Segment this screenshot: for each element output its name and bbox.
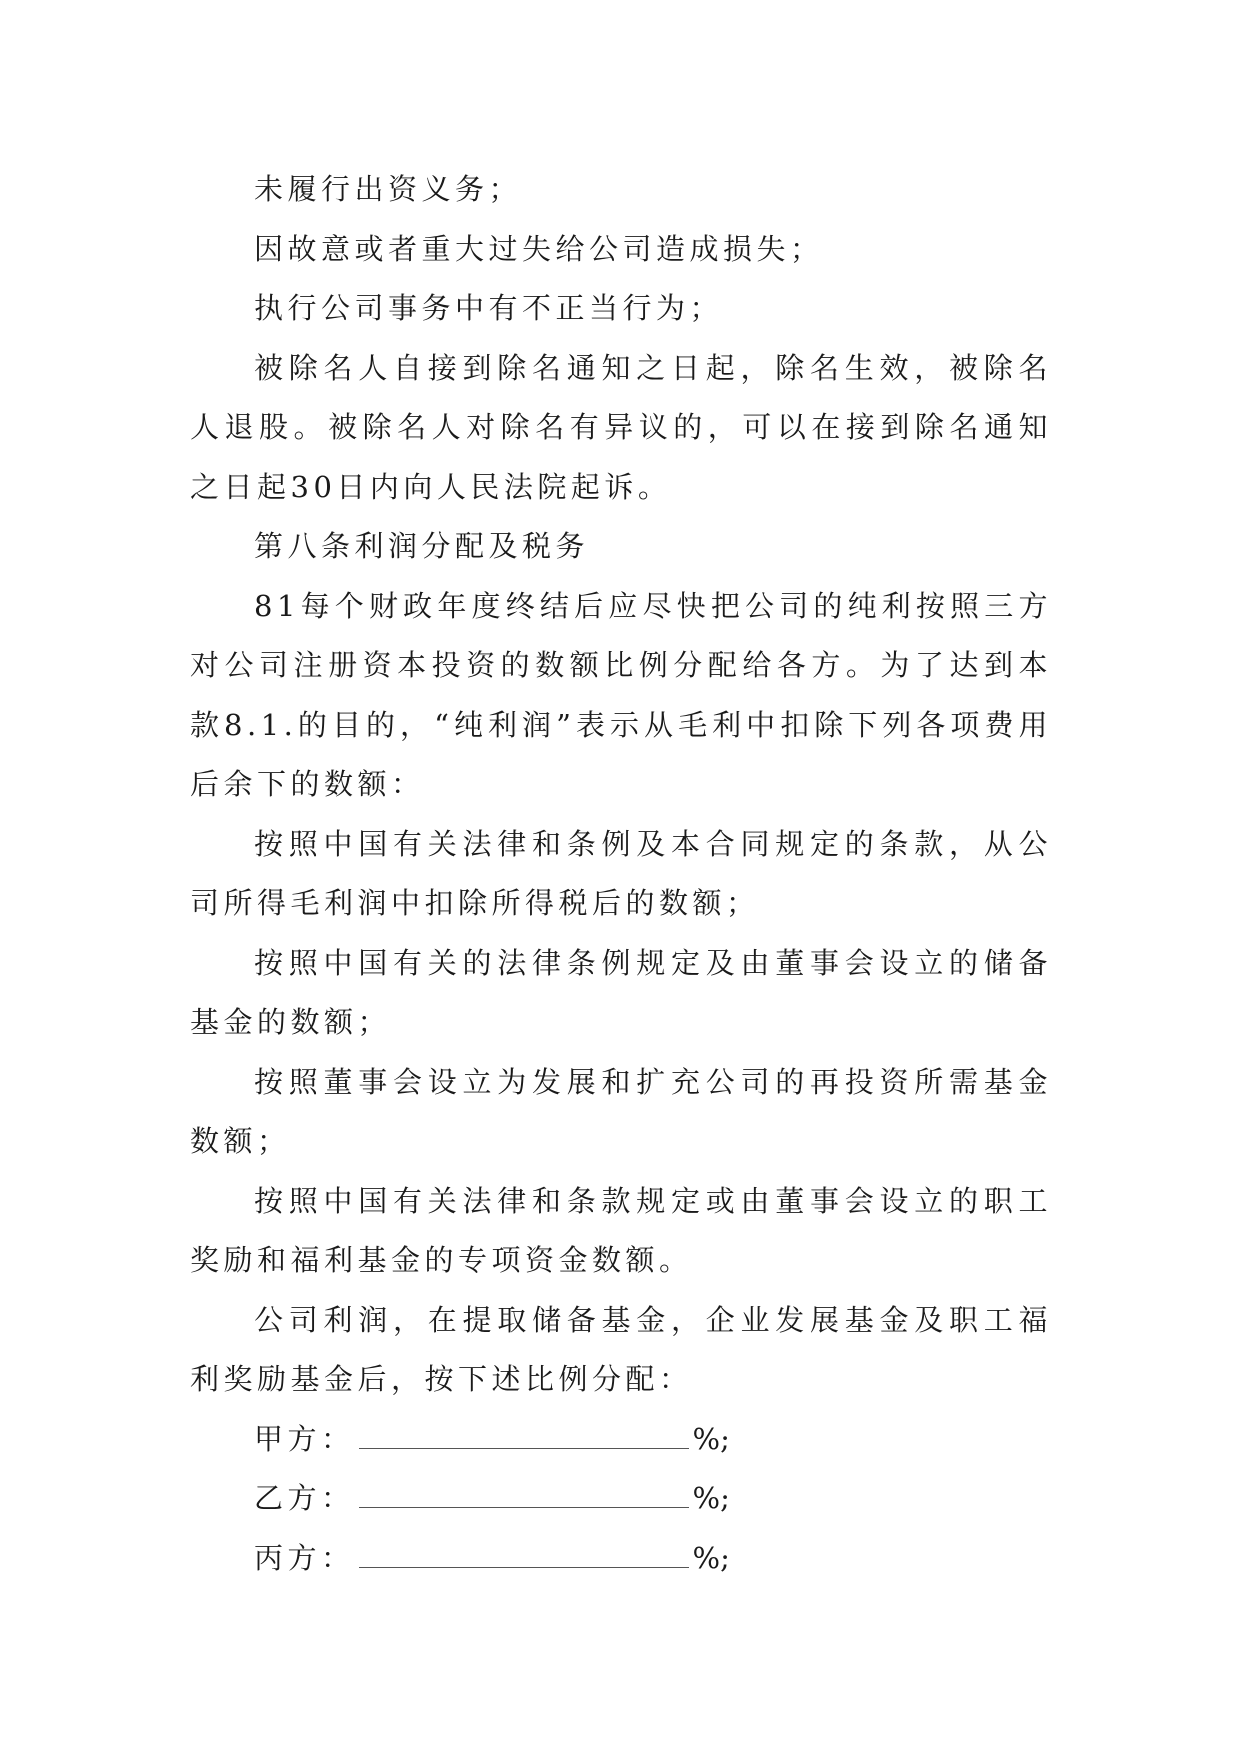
deduction-welfare-fund: 按照中国有关法律和条款规定或由董事会设立的职工奖励和福利基金的专项资金数额。 [190, 1183, 1052, 1277]
distribution-ratio-intro: 公司利润，在提取储备基金，企业发展基金及职工福利奖励基金后，按下述比例分配： [190, 1302, 1052, 1396]
clause-item-intentional-loss: 因故意或者重大过失给公司造成损失； [254, 231, 824, 266]
percent-suffix: %; [692, 1421, 730, 1456]
party-label: 乙方： [254, 1481, 355, 1515]
deduction-development-fund: 按照董事会设立为发展和扩充公司的再投资所需基金数额； [190, 1064, 1052, 1158]
deduction-reserve-fund: 按照中国有关的法律条例规定及由董事会设立的储备基金的数额； [190, 945, 1052, 1039]
clause-item-improper-conduct: 执行公司事务中有不正当行为； [254, 291, 724, 325]
document-page [190, 160, 1052, 1588]
party-label: 甲方： [254, 1421, 355, 1456]
deduction-income-tax: 按照中国有关法律和条例及本合同规定的条款，从公司所得毛利润中扣除所得税后的数额； [190, 826, 1052, 920]
section-title: 第八条利润分配及税务 [254, 529, 590, 563]
clause-expulsion-effect: 被除名人自接到除名通知之日起，除名生效，被除名人退股。被除名人对除名有异议的，可以在接到除名通知之日起30日内向人民法院起诉。 [190, 350, 1052, 504]
share-line-party-b [190, 1469, 1052, 1529]
share-line-party-c [190, 1529, 1052, 1589]
share-line-party-a [190, 1410, 1052, 1470]
percentage-blank[interactable] [359, 1545, 689, 1568]
clause-item-unpaid-capital: 未履行出资义务； [254, 172, 523, 206]
percent-suffix: %; [692, 1481, 730, 1515]
percentage-blank[interactable] [359, 1426, 689, 1449]
party-label: 丙方： [254, 1540, 355, 1575]
percent-suffix: %; [692, 1540, 730, 1575]
percentage-blank[interactable] [359, 1485, 689, 1508]
profit-distribution-paragraph: 81每个财政年度终结后应尽快把公司的纯利按照三方对公司注册资本投资的数额比例分配给各方。为了达到本款8.1.的目的，“纯利润”表示从毛利中扣除下列各项费用后余下的数额： [190, 588, 1052, 801]
